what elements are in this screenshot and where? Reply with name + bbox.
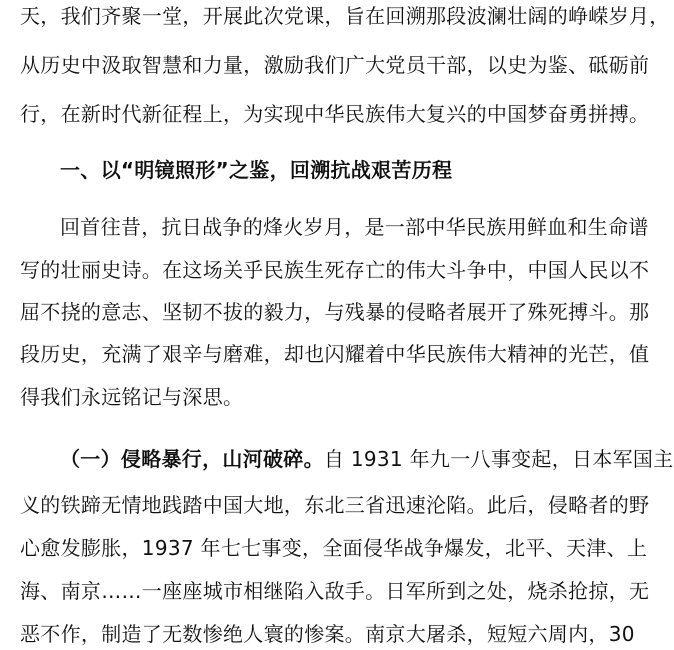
intro-line: 从历史中汲取智慧和力量，激励我们广大党员干部，以史为鉴、砥砺前 [20,53,650,77]
paragraph-line: 海、南京……一座座城市相继陷入敌手。日军所到之处，烧杀抢掠，无 [20,579,650,603]
paragraph-line: 心愈发膨胀，1937 年七七事变，全面侵华战争爆发，北平、天津、上 [20,536,648,560]
paragraph-line: 恶不作，制造了无数惨绝人寰的惨案。南京大屠杀，短短六周内，30 [20,622,635,646]
paragraph-line: 写的壮丽史诗。在这场关乎民族生死存亡的伟大斗争中，中国人民以不 [20,258,650,282]
sub-heading: （一）侵略暴行，山河破碎。 [60,447,324,471]
section-heading: 一、以“明镜照形”之鉴，回溯抗战艰苦历程 [60,158,453,182]
paragraph-line: 义的铁蹄无情地践踏中国大地，东北三省迅速沦陷。此后，侵略者的野 [20,493,650,517]
paragraph-line: 屈不挠的意志、坚韧不拔的毅力，与残暴的侵略者展开了殊死搏斗。那 [20,300,650,324]
paragraph-text: 自 1931 年九一八事变起，日本军国主 [323,447,674,471]
paragraph-line [60,443,674,475]
intro-line: 天，我们齐聚一堂，开展此次党课，旨在回溯那段波澜壮阔的峥嵘岁月， [20,4,670,28]
paragraph-line: 得我们永远铭记与深思。 [20,385,244,409]
paragraph-line: 段历史，充满了艰辛与磨难，却也闪耀着中华民族伟大精神的光芒，值 [20,342,650,366]
intro-line: 行，在新时代新征程上，为实现中华民族伟大复兴的中国梦奋勇拼搏。 [20,102,650,126]
paragraph-line: 回首往昔，抗日战争的烽火岁月，是一部中华民族用鲜血和生命谱 [60,215,649,239]
